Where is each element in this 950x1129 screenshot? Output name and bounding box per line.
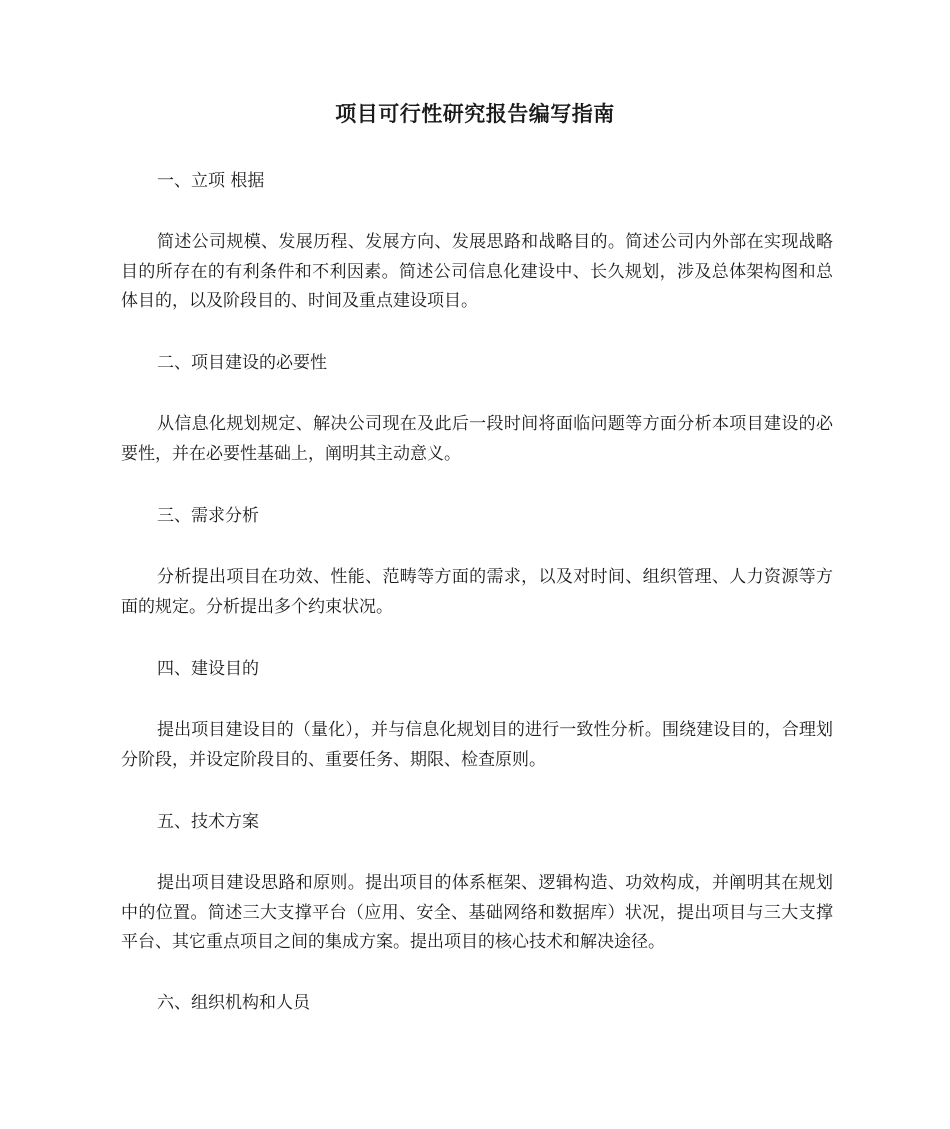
section-body-1: 简述公司规模、发展历程、发展方向、发展思路和战略目的。简述公司内外部在实现战略目的所存在的有利条件和不利因素。简述公司信息化建设中、长久规划，涉及总体架构图和总体目的，以及阶段目的、时间及重点建设项目。 xyxy=(121,232,833,311)
section-body-5: 提出项目建设思路和原则。提出项目的体系框架、逻辑构造、功效构成，并阐明其在规划中的位置。简述三大支撑平台（应用、安全、基础网络和数据库）状况，提出项目与三大支撑平台、其它重点项目之间的集成方案。提出项目的核心技术和解决途径。 xyxy=(121,873,833,952)
section-heading-1: 一、立项 根据 xyxy=(157,171,265,191)
section-heading-6: 六、组织机构和人员 xyxy=(157,993,310,1013)
document-title: 项目可行性研究报告编写指南 xyxy=(335,102,615,126)
section-heading-3: 三、需求分析 xyxy=(157,506,259,526)
section-heading-2: 二、项目建设的必要性 xyxy=(157,353,327,373)
section-body-2: 从信息化规划规定、解决公司现在及此后一段时间将面临问题等方面分析本项目建设的必要性，并在必要性基础上，阐明其主动意义。 xyxy=(121,414,833,464)
section-heading-4: 四、建设目的 xyxy=(157,659,259,679)
section-body-3: 分析提出项目在功效、性能、范畴等方面的需求，以及对时间、组织管理、人力资源等方面的规定。分析提出多个约束状况。 xyxy=(121,567,833,617)
section-heading-5: 五、技术方案 xyxy=(157,812,259,832)
section-body-4: 提出项目建设目的（量化），并与信息化规划目的进行一致性分析。围绕建设目的，合理划分阶段，并设定阶段目的、重要任务、期限、检查原则。 xyxy=(121,720,833,770)
